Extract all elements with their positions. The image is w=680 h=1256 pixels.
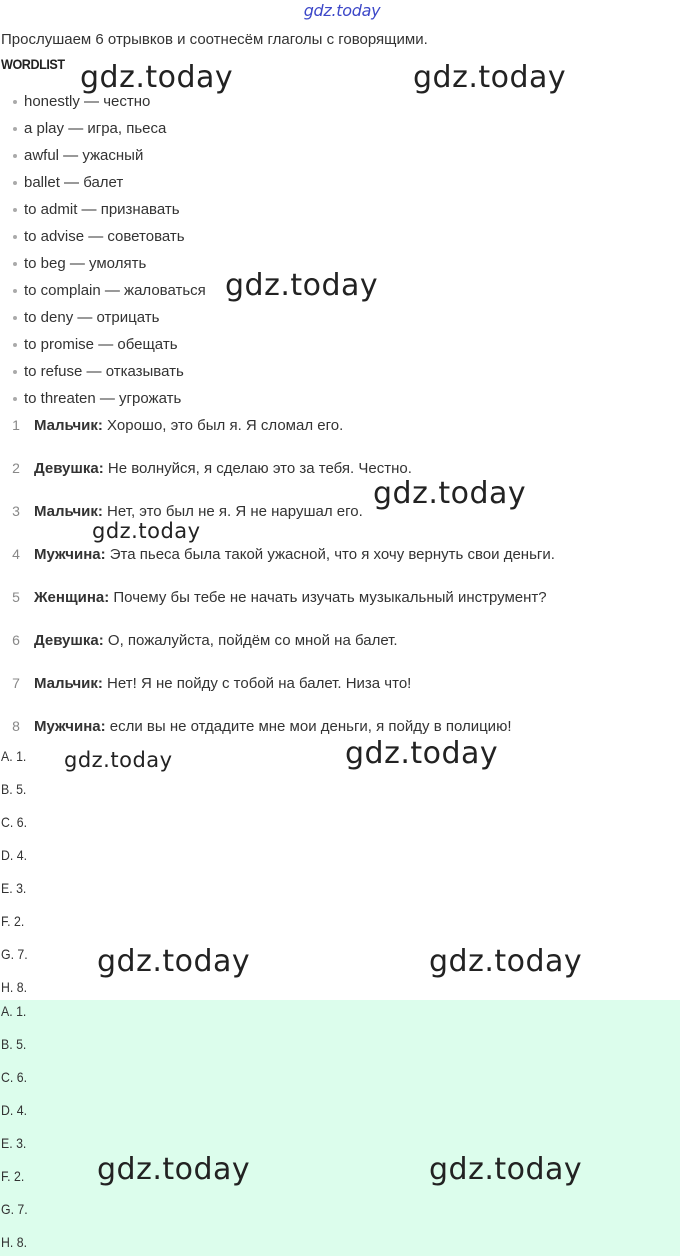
dialogue-speaker: Мальчик: [34, 417, 103, 434]
wordlist-item [13, 201, 180, 218]
dialogue-number: 6 [12, 632, 20, 648]
highlighted-answer-block [0, 1000, 680, 1256]
bullet-icon [13, 370, 17, 374]
dialogue-speaker: Мужчина: [34, 546, 106, 563]
bullet-icon [13, 127, 17, 131]
wordlist-item [13, 147, 143, 164]
watermark: gdz.today [345, 736, 499, 771]
dialogue-number: 4 [12, 546, 20, 562]
watermark: gdz.today [97, 944, 251, 979]
dialogue-number: 3 [12, 503, 20, 519]
dialogue-text: Хорошо, это был я. Я сломал его. [102, 417, 344, 434]
wordlist-item [13, 390, 181, 407]
dialogue-speaker: Мальчик: [34, 675, 103, 692]
answer-item: C. 6. [1, 814, 28, 830]
dialogue-number: 2 [12, 460, 20, 476]
dialogue-line [0, 460, 412, 477]
wordlist-item-text: a play — игра, пьеса [24, 120, 167, 137]
dialogue-text: Почему бы тебе не начать изучать музыкальный инструмент? [109, 589, 547, 606]
dialogue-line [0, 417, 343, 434]
dialogue-line [0, 718, 511, 735]
site-watermark-header: gdz.today [303, 1, 381, 20]
answer-item: G. 7. [1, 1201, 28, 1217]
wordlist-item-text: to threaten — угрожать [24, 390, 182, 407]
answer-item: A. 1. [1, 1003, 27, 1019]
dialogue-number: 5 [12, 589, 20, 605]
bullet-icon [13, 289, 17, 293]
wordlist-item-text: honestly — честно [24, 93, 151, 110]
answer-item: G. 7. [1, 946, 28, 962]
wordlist-item [13, 282, 206, 299]
wordlist-item [13, 174, 123, 191]
wordlist-item-text: to beg — умолять [24, 255, 147, 272]
bullet-icon [13, 262, 17, 266]
dialogue-speaker: Девушка: [34, 632, 104, 649]
dialogue-speaker: Мужчина: [34, 718, 106, 735]
answer-item: H. 8. [1, 979, 28, 995]
bullet-icon [13, 181, 17, 185]
watermark: gdz.today [373, 476, 527, 511]
dialogue-line [0, 632, 398, 649]
bullet-icon [13, 316, 17, 320]
dialogue-line [0, 589, 547, 606]
watermark: gdz.today [92, 519, 201, 543]
wordlist-item-text: to complain — жаловаться [24, 282, 206, 299]
answer-item: B. 5. [1, 781, 27, 797]
dialogue-line [0, 503, 363, 520]
bullet-icon [13, 235, 17, 239]
answer-item: H. 8. [1, 1234, 28, 1250]
wordlist-title: WORDLIST [1, 56, 65, 72]
bullet-icon [13, 397, 17, 401]
wordlist-item [13, 336, 178, 353]
wordlist-item-text: to refuse — отказывать [24, 363, 184, 380]
watermark: gdz.today [413, 60, 567, 95]
wordlist-item-text: ballet — балет [24, 174, 124, 191]
wordlist-item [13, 93, 150, 110]
intro-text: Прослушаем 6 отрывков и соотнесём глаголы с говорящими. [1, 31, 428, 48]
watermark: gdz.today [429, 944, 583, 979]
wordlist-item-text: awful — ужасный [24, 147, 144, 164]
dialogue-number: 7 [12, 675, 20, 691]
answer-item: E. 3. [1, 880, 27, 896]
answer-item: D. 4. [1, 1102, 28, 1118]
wordlist-item [13, 363, 184, 380]
watermark: gdz.today [429, 1152, 583, 1187]
wordlist-item-text: to admit — признавать [24, 201, 180, 218]
answer-item: B. 5. [1, 1036, 27, 1052]
dialogue-line [0, 675, 411, 692]
wordlist-item [13, 309, 159, 326]
dialogue-text: если вы не отдадите мне мои деньги, я пойду в полицию! [105, 718, 512, 735]
wordlist-item [13, 120, 166, 137]
watermark: gdz.today [225, 268, 379, 303]
answer-item: D. 4. [1, 847, 28, 863]
dialogue-text: О, пожалуйста, пойдём со мной на балет. [103, 632, 398, 649]
dialogue-text: Нет, это был не я. Я не нарушал его. [102, 503, 363, 520]
watermark: gdz.today [64, 748, 173, 772]
dialogue-number: 8 [12, 718, 20, 734]
answer-item: F. 2. [1, 1168, 25, 1184]
dialogue-text: Нет! Я не пойду с тобой на балет. Низа что! [102, 675, 412, 692]
wordlist-item-text: to deny — отрицать [24, 309, 160, 326]
dialogue-text: Эта пьеса была такой ужасной, что я хочу вернуть свои деньги. [105, 546, 555, 563]
answer-item: E. 3. [1, 1135, 27, 1151]
watermark: gdz.today [80, 60, 234, 95]
wordlist-item-text: to promise — обещать [24, 336, 178, 353]
wordlist-item [13, 255, 146, 272]
answer-item: A. 1. [1, 748, 27, 764]
dialogue-text: Не волнуйся, я сделаю это за тебя. Честно. [103, 460, 412, 477]
dialogue-speaker: Мальчик: [34, 503, 103, 520]
dialogue-speaker: Женщина: [34, 589, 110, 606]
answer-item: F. 2. [1, 913, 25, 929]
wordlist-item-text: to advise — советовать [24, 228, 185, 245]
dialogue-speaker: Девушка: [34, 460, 104, 477]
answer-item: C. 6. [1, 1069, 28, 1085]
bullet-icon [13, 154, 17, 158]
bullet-icon [13, 208, 17, 212]
bullet-icon [13, 100, 17, 104]
wordlist-item [13, 228, 185, 245]
watermark: gdz.today [97, 1152, 251, 1187]
dialogue-number: 1 [12, 417, 20, 433]
dialogue-line [0, 546, 555, 563]
bullet-icon [13, 343, 17, 347]
